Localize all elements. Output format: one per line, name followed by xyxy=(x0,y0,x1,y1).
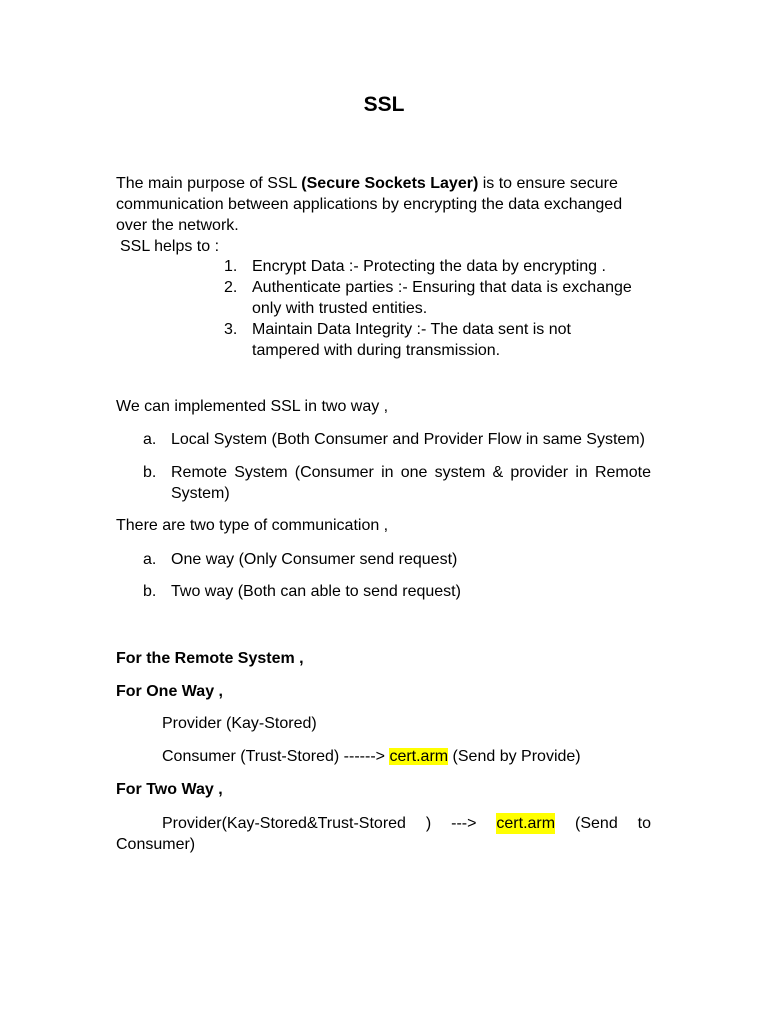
two-way-arrow: ---> xyxy=(451,815,477,832)
one-way-consumer-line xyxy=(162,746,581,767)
helps-item-number: 1. xyxy=(224,258,238,275)
two-way-provider-text: Provider(Kay-Stored&Trust-Stored xyxy=(162,815,406,832)
one-way-heading: For One Way , xyxy=(116,683,223,700)
two-way-to-word: to xyxy=(637,815,651,832)
two-way-close-paren: ) xyxy=(425,815,432,832)
intro-suffix: is to ensure secure communication between applications by encrypting the data exchanged over the network. xyxy=(116,175,623,234)
implement-intro: We can implemented SSL in two way , xyxy=(116,398,389,415)
document-title: SSL xyxy=(363,93,405,116)
two-way-cert-highlight: cert.arm xyxy=(496,815,556,832)
helps-label: SSL helps to : xyxy=(120,238,220,255)
one-way-consumer-suffix: (Send by Provide) xyxy=(448,748,581,765)
one-way-provider-line: Provider (Kay-Stored) xyxy=(162,715,317,732)
intro-bold-term: (Secure Sockets Layer) xyxy=(301,175,479,192)
helps-item-number: 3. xyxy=(224,321,238,338)
intro-paragraph xyxy=(116,173,656,236)
communication-item-text: Two way (Both can able to send request) xyxy=(171,583,461,600)
implement-item-text: Local System (Both Consumer and Provider Flow in same System) xyxy=(171,431,645,448)
remote-system-heading: For the Remote System , xyxy=(116,650,304,667)
communication-intro: There are two type of communication , xyxy=(116,517,389,534)
communication-item-marker: a. xyxy=(143,551,157,568)
one-way-consumer-prefix: Consumer (Trust-Stored) ------> xyxy=(162,748,390,765)
one-way-cert-highlight: cert.arm xyxy=(389,748,449,765)
helps-item-number: 2. xyxy=(224,279,238,296)
implement-item-text: Remote System (Consumer in one system & provider in Remote System) xyxy=(171,464,651,502)
implement-item-marker: a. xyxy=(143,431,157,448)
implement-item-marker: b. xyxy=(143,464,157,481)
two-way-continuation: Consumer) xyxy=(116,836,196,853)
communication-item-text: One way (Only Consumer send request) xyxy=(171,551,458,568)
helps-item-text: Maintain Data Integrity :- The data sent is not tampered with during transmission. xyxy=(252,321,571,359)
intro-prefix: The main purpose of SSL xyxy=(116,175,302,192)
communication-item-marker: b. xyxy=(143,583,157,600)
two-way-heading: For Two Way , xyxy=(116,781,223,798)
helps-item-text: Authenticate parties :- Ensuring that data is exchange only with trusted entities. xyxy=(252,279,632,317)
two-way-send-word: (Send xyxy=(575,815,618,832)
two-way-provider-line xyxy=(162,813,651,834)
helps-item-text: Encrypt Data :- Protecting the data by encrypting . xyxy=(252,258,606,275)
